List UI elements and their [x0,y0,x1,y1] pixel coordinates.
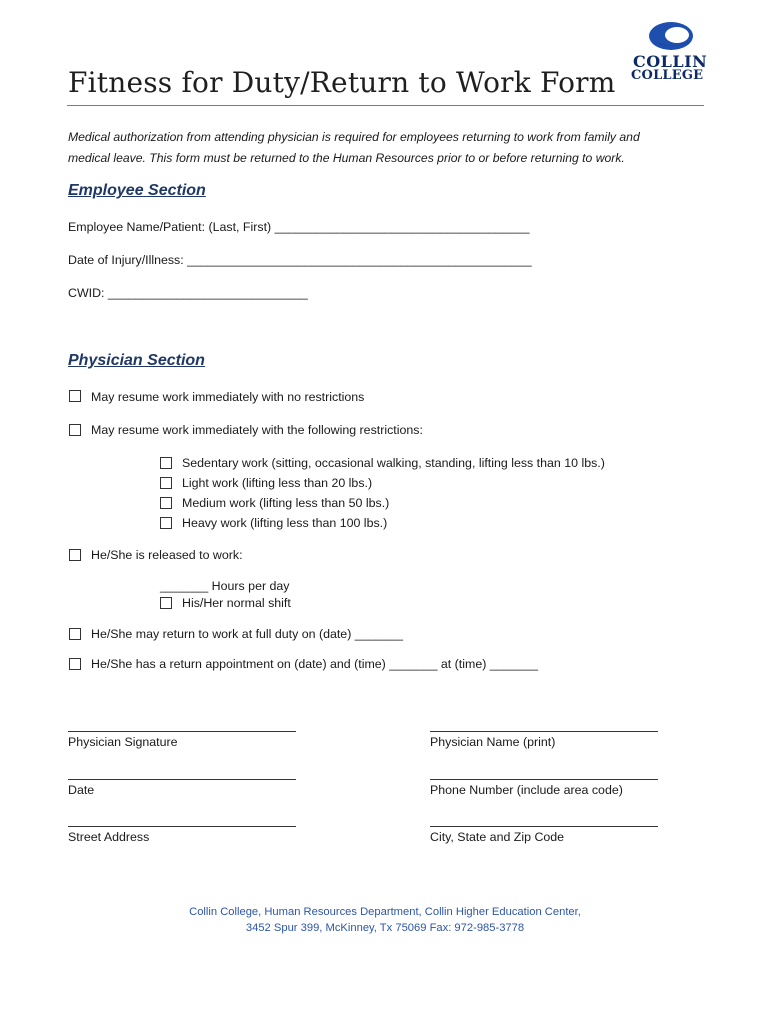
full-duty-label: He/She may return to work at full duty on (date) _______ [91,627,404,641]
date-line[interactable] [68,779,296,780]
return-appointment-label: He/She has a return appointment on (date) and (time) _______ at (time) _______ [91,657,539,671]
light-work-label: Light work (lifting less than 20 lbs.) [182,476,373,490]
employee-section-heading: Employee Section [68,182,206,199]
city-state-zip-line[interactable] [430,826,658,827]
physician-signature-line[interactable] [68,731,296,732]
medium-work-label: Medium work (lifting less than 50 lbs.) [182,496,390,510]
date-label: Date [68,783,95,797]
street-address-line[interactable] [68,826,296,827]
sedentary-work-checkbox[interactable] [160,457,172,469]
intro-line-1: Medical authorization from attending physician is required for employees returning to work from family and [68,130,640,144]
restrictions-label: May resume work immediately with the following restrictions: [91,423,423,437]
phone-number-label: Phone Number (include area code) [430,783,623,797]
logo-text-collin: COLLIN [633,52,708,71]
footer-line-2: 3452 Spur 399, McKinney, Tx 75069 Fax: 972-985-3778 [245,922,525,934]
heavy-work-label: Heavy work (lifting less than 100 lbs.) [182,516,388,530]
form-title: Fitness for Duty/Return to Work Form [68,66,616,99]
footer-line-1: Collin College, Human Resources Department, Collin Higher Education Center, [189,906,581,918]
logo-text-college: COLLEGE [631,68,704,83]
no-restrictions-checkbox[interactable] [69,390,81,402]
physician-section-heading: Physician Section [68,352,205,369]
sedentary-work-label: Sedentary work (sitting, occasional walking, standing, lifting less than 10 lbs.) [182,456,605,470]
restrictions-checkbox[interactable] [69,424,81,436]
physician-signature-label: Physician Signature [68,735,178,749]
light-work-checkbox[interactable] [160,477,172,489]
intro-paragraph [68,127,698,169]
footer-address [0,904,770,936]
physician-name-line[interactable] [430,731,658,732]
employee-name-field[interactable]: Employee Name/Patient: (Last, First) _____________________________________ [68,220,530,234]
intro-line-2: medical leave. This form must be returned to the Human Resources prior to or before returning to work. [68,151,625,165]
no-restrictions-label: May resume work immediately with no restrictions [91,390,365,404]
phone-number-line[interactable] [430,779,658,780]
released-to-work-checkbox[interactable] [69,549,81,561]
medium-work-checkbox[interactable] [160,497,172,509]
hours-per-day-field[interactable]: _______ Hours per day [160,579,290,593]
street-address-label: Street Address [68,830,150,844]
college-logo-icon [631,20,709,54]
normal-shift-label: His/Her normal shift [182,596,291,610]
heavy-work-checkbox[interactable] [160,517,172,529]
released-to-work-label: He/She is released to work: [91,548,243,562]
title-divider [67,105,704,106]
cwid-field[interactable]: CWID: _____________________________ [68,286,308,300]
physician-name-label: Physician Name (print) [430,735,556,749]
return-appointment-checkbox[interactable] [69,658,81,670]
city-state-zip-label: City, State and Zip Code [430,830,565,844]
full-duty-checkbox[interactable] [69,628,81,640]
collin-college-logo [631,20,709,84]
normal-shift-checkbox[interactable] [160,597,172,609]
date-of-injury-field[interactable]: Date of Injury/Illness: __________________________________________________ [68,253,532,267]
